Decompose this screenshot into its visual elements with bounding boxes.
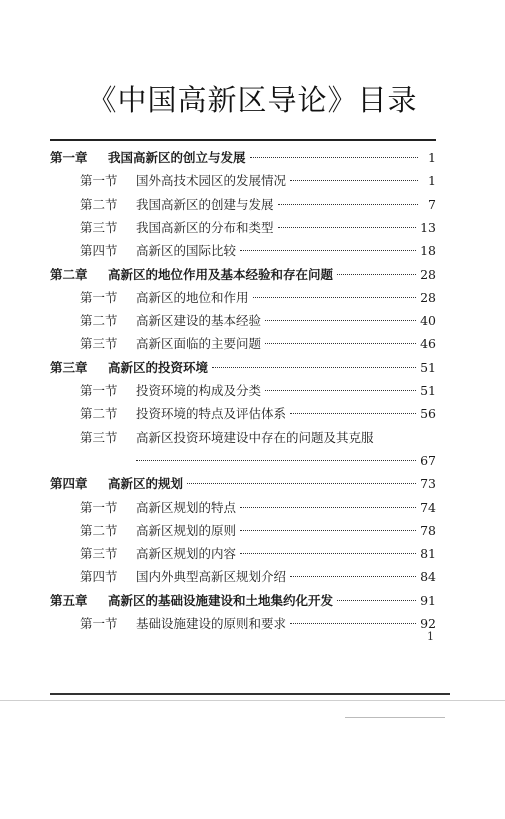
toc-leader-dots — [337, 600, 416, 601]
toc-page-number: 73 — [420, 476, 436, 492]
toc-leader-dots — [212, 367, 416, 368]
toc-leader-dots — [337, 274, 416, 275]
toc-section-row[interactable] — [80, 498, 436, 518]
toc-page-number: 46 — [420, 336, 436, 352]
toc-leader-dots — [290, 413, 416, 414]
toc-leader-dots — [265, 390, 416, 391]
toc-title: 高新区建设的基本经验 — [136, 313, 262, 329]
page-title: 《中国高新区导论》目录 — [87, 83, 418, 117]
title-divider — [50, 139, 436, 141]
toc-page-number: 56 — [420, 406, 436, 422]
toc-page-number: 7 — [428, 196, 436, 212]
toc-leader-dots — [290, 623, 416, 624]
toc-title: 高新区面临的主要问题 — [136, 336, 262, 352]
toc-leader-dots — [290, 576, 416, 577]
toc-label: 第三节 — [80, 219, 118, 235]
toc-title: 高新区规划的特点 — [136, 499, 237, 515]
toc-label: 第一节 — [80, 499, 118, 515]
footer-rule — [50, 693, 450, 695]
toc-leader-dots — [265, 320, 416, 321]
toc-title: 我国高新区的创建与发展 — [136, 196, 274, 212]
toc-title: 高新区的投资环境 — [108, 359, 209, 375]
toc-page-number: 91 — [420, 592, 436, 608]
toc-label: 第一章 — [50, 150, 88, 165]
toc-section-row[interactable] — [80, 381, 436, 401]
toc-leader-dots — [240, 530, 416, 531]
toc-leader-dots — [278, 204, 418, 205]
toc-section-row[interactable] — [80, 614, 436, 634]
toc-chapter-row[interactable] — [50, 474, 436, 494]
scan-edge-line — [0, 700, 505, 701]
toc-page-number: 1 — [428, 173, 436, 189]
toc-title: 高新区规划的内容 — [136, 546, 237, 562]
toc-title: 高新区的地位和作用 — [136, 289, 249, 305]
toc-page-number: 1 — [428, 150, 436, 165]
toc-title: 国内外典型高新区规划介绍 — [136, 569, 287, 585]
toc-label: 第四节 — [80, 569, 118, 585]
toc-page-number: 51 — [420, 359, 436, 375]
toc-label: 第四节 — [80, 243, 118, 259]
toc-label: 第三节 — [80, 429, 118, 445]
toc-title: 国外高技术园区的发展情况 — [136, 173, 287, 189]
toc-label: 第二节 — [80, 313, 118, 329]
toc-chapter-row[interactable] — [50, 591, 436, 611]
toc-label: 第一节 — [80, 289, 118, 305]
toc-section-row[interactable] — [80, 241, 436, 261]
toc-title: 高新区投资环境建设中存在的问题及其克服 — [136, 429, 374, 445]
toc-label: 第二节 — [80, 522, 118, 538]
toc-label: 第一节 — [80, 383, 118, 398]
toc-section-row[interactable] — [80, 428, 436, 448]
toc-page-number: 28 — [420, 289, 436, 305]
toc-page-number: 51 — [420, 383, 436, 398]
toc-title: 我国高新区的创立与发展 — [108, 150, 246, 165]
toc-leader-dots — [278, 227, 417, 228]
toc-section-row[interactable] — [80, 195, 436, 215]
toc-chapter-row[interactable] — [50, 358, 436, 378]
toc-title: 高新区的国际比较 — [136, 243, 237, 259]
toc-section-row[interactable] — [80, 218, 436, 238]
toc-title: 投资环境的特点及评估体系 — [136, 406, 287, 422]
toc-label: 第五章 — [50, 592, 88, 608]
toc-title: 我国高新区的分布和类型 — [136, 219, 274, 235]
toc-section-row[interactable] — [80, 311, 436, 331]
toc-label: 第一节 — [80, 173, 118, 189]
toc-section-row[interactable] — [80, 288, 436, 308]
toc-section-row[interactable] — [80, 404, 436, 424]
toc-title: 高新区的地位作用及基本经验和存在问题 — [108, 266, 334, 282]
toc-page-number: 67 — [420, 452, 436, 468]
toc-page-number: 84 — [420, 569, 436, 585]
toc-page-number: 74 — [420, 499, 436, 515]
toc-title: 高新区的规划 — [108, 476, 184, 492]
toc-leader-dots — [250, 157, 418, 158]
toc-page-number: 92 — [420, 616, 436, 631]
toc-label: 第三章 — [50, 359, 88, 375]
toc-leader-dots — [136, 460, 416, 461]
toc-label: 第二章 — [50, 266, 88, 282]
toc-title: 高新区的基础设施建设和土地集约化开发 — [108, 592, 334, 608]
toc-page-number: 13 — [420, 219, 436, 235]
toc-leader-dots — [240, 553, 416, 554]
toc-leader-dots — [240, 250, 416, 251]
toc-section-row[interactable] — [80, 171, 436, 191]
scan-edge-line-short — [345, 717, 445, 718]
toc-leader-dots — [253, 297, 417, 298]
toc-title: 投资环境的构成及分类 — [136, 383, 262, 398]
toc-page-number: 18 — [420, 243, 436, 259]
toc-section-row[interactable] — [80, 567, 436, 587]
page-number: 1 — [427, 630, 434, 643]
toc-title: 基础设施建设的原则和要求 — [136, 616, 287, 631]
toc-title: 高新区规划的原则 — [136, 522, 237, 538]
toc-leader-dots — [265, 343, 416, 344]
toc-label: 第二节 — [80, 406, 118, 422]
toc-label: 第二节 — [80, 196, 118, 212]
toc-label: 第四章 — [50, 476, 88, 492]
toc-section-row[interactable] — [80, 544, 436, 564]
toc-page-number: 81 — [420, 546, 436, 562]
toc-chapter-row[interactable] — [50, 148, 436, 168]
toc-page-number: 40 — [420, 313, 436, 329]
toc-page-number: 78 — [420, 522, 436, 538]
toc-leader-dots — [240, 507, 416, 508]
toc-section-row[interactable] — [80, 521, 436, 541]
toc-continuation-row[interactable] — [80, 451, 436, 471]
toc-page-number: 28 — [420, 266, 436, 282]
toc-chapter-row[interactable] — [50, 265, 436, 285]
toc-leader-dots — [187, 483, 416, 484]
toc-label: 第三节 — [80, 546, 118, 562]
toc-label: 第一节 — [80, 616, 118, 631]
toc-section-row[interactable] — [80, 334, 436, 354]
toc-leader-dots — [290, 180, 418, 181]
toc-label: 第三节 — [80, 336, 118, 352]
